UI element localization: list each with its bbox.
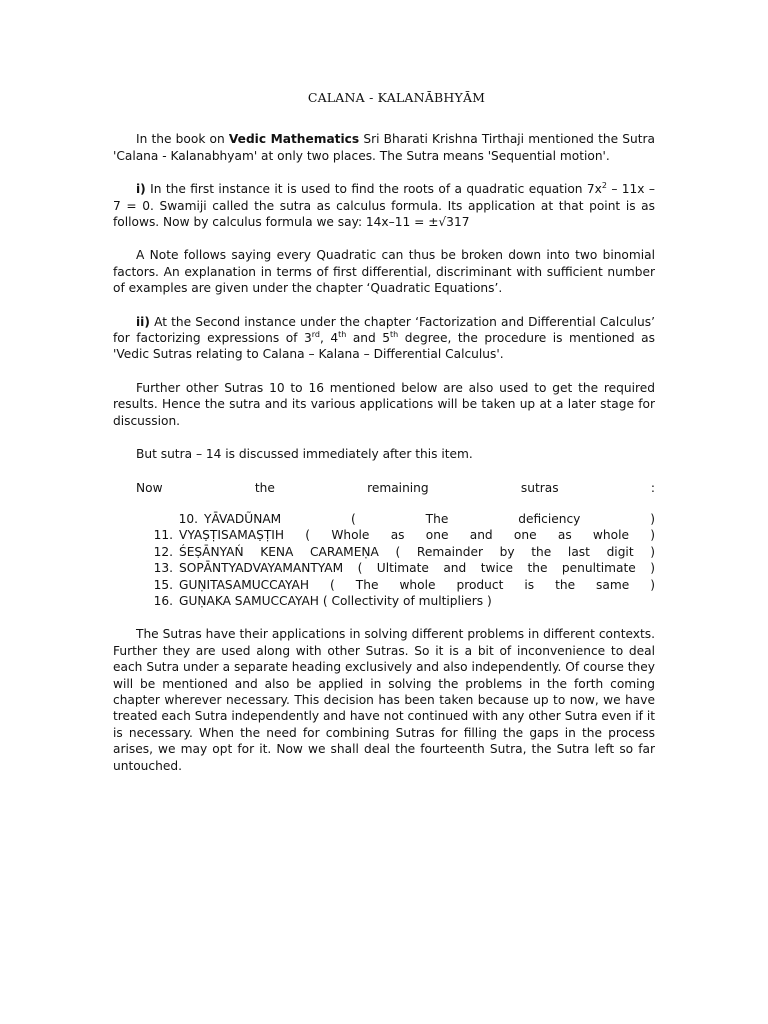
sutra-text: GUṆAKA SAMUCCAYAH ( Collectivity of multipliers ) [179,593,492,608]
sutra-number: 11. [153,528,173,543]
intro-paragraph [113,131,655,164]
sutra-text: SOPĀNTYADVAYAMANTYAM ( Ultimate and twice the penultimate ) [179,561,655,576]
sutra-number: 12. [153,544,173,559]
item-ii-superscript-th-2: th [390,330,399,340]
document-page [113,90,655,791]
item-ii-marker: ii) [136,314,150,329]
list-item [113,560,655,576]
page-title: CALANA - KALANĀBHYĀM [307,90,486,105]
list-item [113,511,655,527]
item-i-marker: i) [136,182,146,197]
item-i-paragraph [113,181,655,230]
closing-paragraph: The Sutras have their applications in solving different problems in different contexts. Further they are used along with other Sutras. So it is a bit of inconvenience to deal each Sutra under a separate heading exclusively and also independently. Of course they will be mentioned and also be applied in solving the problems in the forth coming chapter wherever necessary. This decision has been taken because up to now, we have treated each Sutra independently and have not continued with any other Sutra even if it is necessary. When the need for combining Sutras for filling the gaps in the process arises, we may opt for it. Now we shall deal the fourteenth Sutra, the Sutra left so far untouched. [113,627,655,773]
item-ii-text-c: and 5 [346,331,391,346]
sutra-list [113,511,655,609]
item-ii-superscript-rd: rd [311,330,320,340]
sutra-number: 10. [178,511,198,526]
intro-pre: In the book on [136,132,229,147]
sutra-number: 13. [153,561,173,576]
list-item [113,577,655,593]
list-item [113,544,655,560]
list-item [113,527,655,543]
note-paragraph: A Note follows saying every Quadratic can thus be broken down into two binomial factors. An explanation in terms of first differential, discriminant with sufficient number of examples are given under the chapter ‘Quadratic Equations’. [113,248,655,296]
sutra-text: YĀVADŨNAM ( The deficiency ) [204,511,655,526]
item-ii-text-d: degree, the procedure is mentioned as 'Vedic Sutras relating to Calana – Kalana – Differential Calculus'. [113,331,655,362]
intro-post: Sri Bharati Krishna Tirthaji mentioned the Sutra 'Calana - Kalanabhyam' at only two places. The Sutra means 'Sequential motion'. [113,132,655,163]
item-i-text-a: In the first instance it is used to find the roots of a quadratic equation 7x [145,182,602,197]
list-item [113,593,655,609]
sutra-number: 15. [153,577,173,592]
remaining-sutras-heading: Now the remaining sutras : [136,480,655,495]
item-ii-text-a: At the Second instance under the chapter ‘Factorization and Differential Calculus’ for factorizing expressions of 3 [113,314,655,346]
sutra-text: ŚEṢĀNYAŃ KENA CARAMEṆA ( Remainder by the last digit ) [179,544,655,559]
item-i-text-b: – 11x – 7 = 0. Swamiji called the sutra as calculus formula. Its application at that point is as follows. Now by calculus formula we say: 14x–11 = ±√317 [113,182,655,230]
sutra-number: 16. [153,593,173,608]
intro-bold: Vedic Mathematics [228,132,360,147]
item-ii-superscript-th-1: th [338,330,347,340]
item-ii-text-b: , 4 [319,331,339,346]
sutra-text: VYAṢṬISAMAṢṬIH ( Whole as one and one as whole ) [179,528,655,543]
further-paragraph: Further other Sutras 10 to 16 mentioned below are also used to get the required results. Hence the sutra and its various applications will be taken up at a later stage for discussion. [113,380,655,428]
sutra-text: GUṆITASAMUCCAYAH ( The whole product is the same ) [179,577,655,592]
but-paragraph: But sutra – 14 is discussed immediately after this item. [136,447,473,462]
item-ii-paragraph [113,314,655,363]
item-i-superscript: 2 [601,181,607,191]
